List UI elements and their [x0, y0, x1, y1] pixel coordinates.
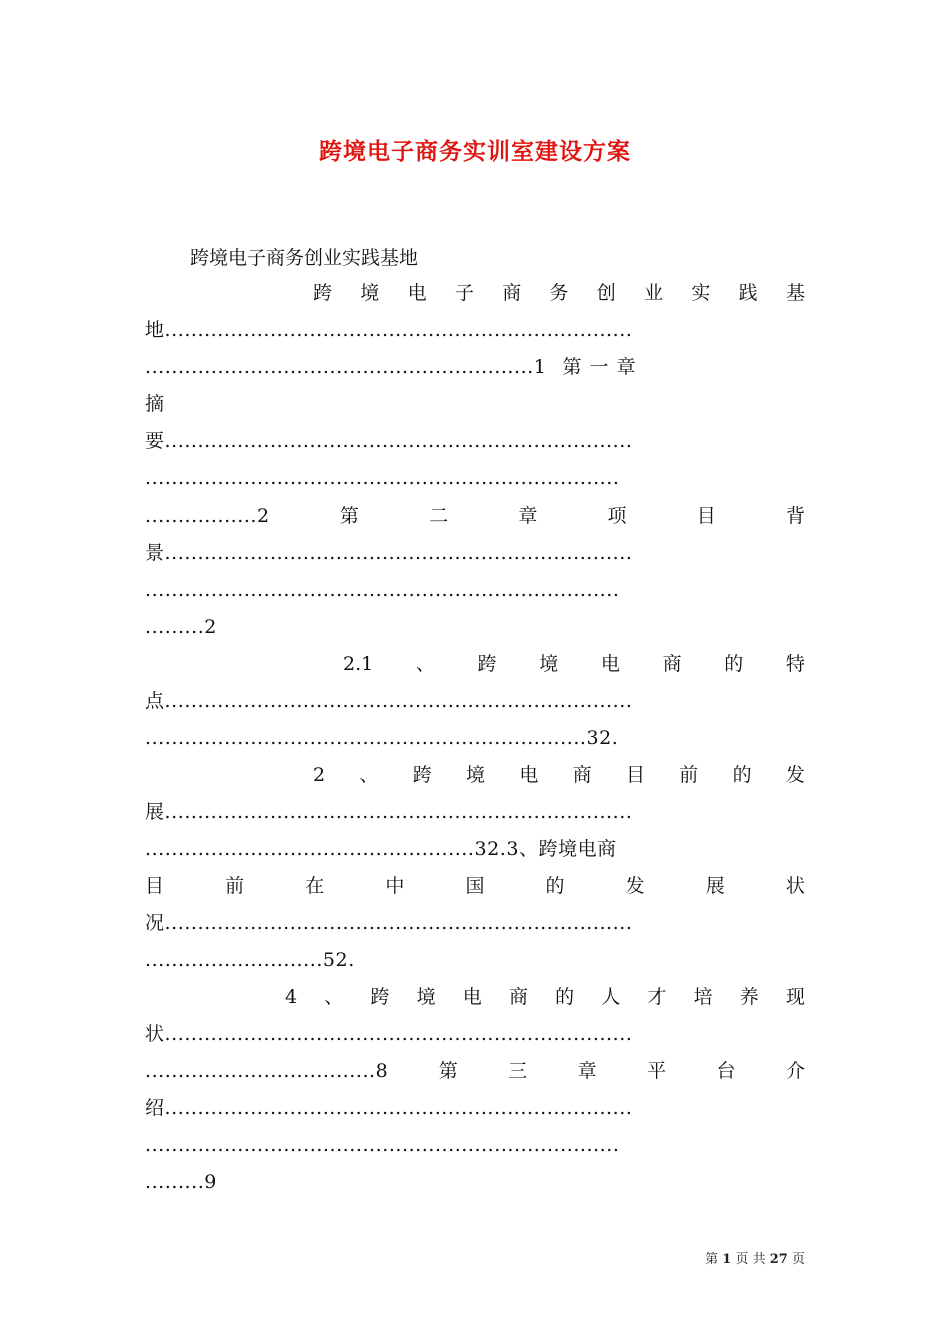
toc-line-17	[145, 868, 805, 905]
page-number: 1	[722, 1252, 732, 1267]
page-footer: 第 1 页 共 27 页	[705, 1252, 805, 1267]
toc-char: 介	[785, 1060, 805, 1082]
toc-char: 二	[429, 505, 449, 527]
toc-char: 国	[465, 875, 485, 897]
toc-line-4: 摘	[145, 393, 165, 415]
toc-char: 商	[572, 764, 592, 786]
toc-char: 养	[739, 986, 759, 1008]
toc-line-24: ........................................................................	[145, 1134, 620, 1156]
toc-leader: .................2	[145, 505, 270, 527]
toc-line-8: 景.......................................................................	[145, 542, 633, 564]
toc-char: 业	[644, 282, 664, 304]
toc-char: 跨	[370, 986, 390, 1008]
toc-char: 境	[360, 282, 380, 304]
toc-char: 中	[385, 875, 405, 897]
toc-char: 在	[305, 875, 325, 897]
toc-char: 商	[502, 282, 522, 304]
toc-line-25: .........9	[145, 1171, 217, 1193]
toc-line-5: 要.......................................................................	[145, 430, 633, 452]
toc-line-18: 况.......................................................................	[145, 912, 633, 934]
toc-line-23: 绍.......................................................................	[145, 1097, 633, 1119]
toc-char: 商	[508, 986, 528, 1008]
toc-char: 实	[691, 282, 711, 304]
toc-char: 创	[596, 282, 616, 304]
toc-char: 务	[549, 282, 569, 304]
toc-char: 章	[518, 505, 538, 527]
toc-leader: ...........................................................1	[145, 356, 547, 378]
toc-char: 状	[785, 875, 805, 897]
toc-char: 特	[785, 653, 805, 675]
page-total: 27	[769, 1252, 788, 1267]
toc-char: 项	[607, 505, 627, 527]
toc-char: 的	[555, 986, 575, 1008]
toc-char: 第	[438, 1060, 458, 1082]
toc-char: 基	[785, 282, 805, 304]
toc-char: 三	[508, 1060, 528, 1082]
toc-char: 践	[738, 282, 758, 304]
subtitle: 跨境电子商务创业实践基地	[190, 247, 419, 269]
document-title: 跨境电子商务实训室建设方案	[319, 138, 631, 165]
toc-line-9: ........................................................................	[145, 579, 620, 601]
toc-char: 、	[415, 653, 435, 675]
toc-line-22	[145, 1053, 805, 1090]
toc-line-12: 点.......................................................................	[145, 690, 633, 712]
toc-char: 电	[407, 282, 427, 304]
toc-line-7	[145, 498, 805, 535]
toc-line-6: ........................................................................	[145, 467, 620, 489]
toc-char: 前	[679, 764, 699, 786]
toc-char: 子	[454, 282, 474, 304]
toc-char: 4	[285, 986, 298, 1008]
toc-char: 电	[600, 653, 620, 675]
toc-char: 平	[647, 1060, 667, 1082]
toc-char: 2	[313, 764, 326, 786]
toc-char: 第	[339, 505, 359, 527]
toc-line-14	[313, 757, 805, 794]
toc-char: 电	[462, 986, 482, 1008]
toc-char: 背	[785, 505, 805, 527]
toc-char: 跨	[477, 653, 497, 675]
toc-char: 境	[416, 986, 436, 1008]
toc-char: 发	[625, 875, 645, 897]
toc-line-20	[285, 979, 805, 1016]
toc-char: 前	[225, 875, 245, 897]
toc-char: 、	[359, 764, 379, 786]
toc-char: 目	[145, 875, 165, 897]
toc-char: 才	[647, 986, 667, 1008]
toc-line-1	[313, 275, 805, 312]
toc-char: 现	[785, 986, 805, 1008]
toc-line-16: ..................................................32.3、跨境电商	[145, 838, 617, 860]
toc-char: 展	[705, 875, 725, 897]
toc-line-21: 状.......................................................................	[145, 1023, 633, 1045]
toc-char: 、	[324, 986, 344, 1008]
toc-char: 的	[545, 875, 565, 897]
toc-char: 2.1	[343, 653, 374, 675]
toc-char: 的	[724, 653, 744, 675]
toc-char: 人	[601, 986, 621, 1008]
toc-char: 境	[539, 653, 559, 675]
toc-line-10: .........2	[145, 616, 217, 638]
toc-line-2: 地.......................................................................	[145, 319, 633, 341]
toc-char: 章	[577, 1060, 597, 1082]
toc-line-11	[343, 646, 805, 683]
toc-char: 跨	[313, 282, 333, 304]
toc-chapter: 第一章	[562, 356, 644, 378]
toc-char: 培	[693, 986, 713, 1008]
toc-char: 台	[716, 1060, 736, 1082]
toc-line-19: ...........................52.	[145, 949, 355, 971]
toc-char: 的	[732, 764, 752, 786]
toc-char: 跨	[412, 764, 432, 786]
toc-char: 商	[662, 653, 682, 675]
toc-char: 目	[625, 764, 645, 786]
toc-char: 目	[696, 505, 716, 527]
toc-leader: ...................................8	[145, 1060, 389, 1082]
toc-line-13: ...................................................................32.	[145, 727, 619, 749]
toc-char: 发	[785, 764, 805, 786]
toc-line-15: 展.......................................................................	[145, 801, 633, 823]
toc-char: 电	[519, 764, 539, 786]
toc-char: 境	[466, 764, 486, 786]
toc-line-3	[145, 349, 805, 386]
